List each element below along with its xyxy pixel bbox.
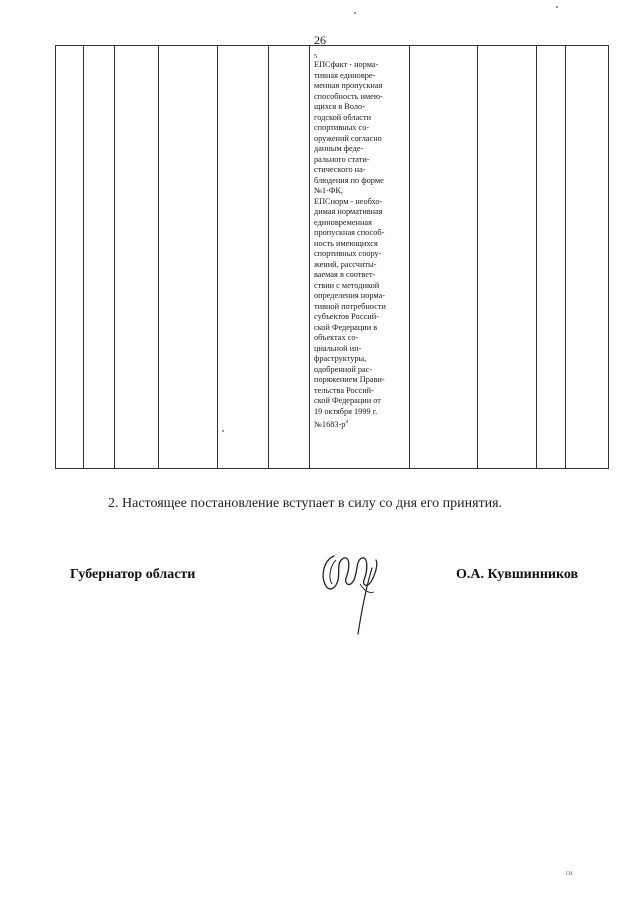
table-cell-1: [56, 46, 84, 469]
signatory-name: О.А. Кувшинников: [456, 567, 579, 582]
note-superscript: 5: [314, 54, 317, 60]
handwritten-signature: [316, 548, 386, 638]
table-cell-11: [566, 46, 609, 469]
table-cell-4: [159, 46, 218, 469]
scan-speck: [222, 430, 224, 432]
table-cell-2: [84, 46, 115, 469]
note-body: ЕПСфакт - норма- тивная единовре- менная пропускная способность имею- щихся в Воло- годской области спортивных со- оружений согласно данным феде- рального стати- стического на- блюдения по форме №1-ФК, ЕПСнорм - необхо- димая нормативная единовременная пропускная способ- ность имеющихся спортивных соору- жений, рассчиты- ваемая в соответ- ствии с методикой определения норма- тивной потребности субъектов Россий- ской Федерации в объектах со- циальной ин- фраструктуры, одобренной рас- поряжением Прави- тельства Россий- ской Федерации от 19 октября 1999 г. №1683-р: [314, 60, 386, 429]
page-number: 26: [314, 33, 326, 47]
table-cell-9: [478, 46, 537, 469]
table-cell-10: [537, 46, 566, 469]
scan-mark: ГИ: [566, 872, 573, 877]
table-cell-3: [115, 46, 159, 469]
table-cell-6: [269, 46, 310, 469]
scan-speck: [354, 12, 356, 14]
signatory-title: Губернатор области: [70, 567, 196, 582]
note-cell: [310, 46, 410, 469]
note-text: [314, 60, 409, 430]
table-cell-5: [218, 46, 269, 469]
table-cell-8: [410, 46, 478, 469]
decree-paragraph: 2. Настоящее постановление вступает в силу со дня его принятия.: [108, 496, 503, 511]
note-end-superscript: 4: [345, 419, 349, 425]
indicator-table: [55, 45, 609, 469]
table-row: [56, 46, 609, 469]
scan-speck: [556, 6, 558, 8]
